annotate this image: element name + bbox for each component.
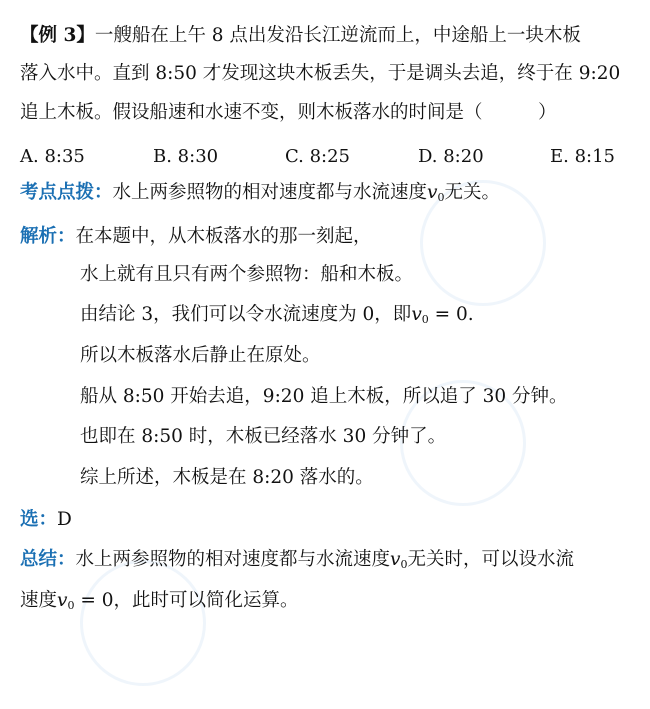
problem-label: 【例 3】 [20, 25, 95, 46]
summary-text-2b: = 0，此时可以简化运算。 [74, 590, 299, 611]
summary-text-2a: 速度 [20, 590, 58, 611]
summary-line-2 [20, 589, 299, 618]
summary-text-1a: 水上两参照物的相对速度都与水流速度 [75, 549, 391, 570]
answer-label: 选： [20, 509, 58, 530]
analysis-text-3b: = 0. [428, 304, 474, 325]
summary-line-1 [20, 548, 574, 577]
analysis-line-1 [20, 225, 372, 249]
key-point-sub: 0 [437, 191, 445, 204]
key-point-line [20, 181, 500, 210]
summary-var-1: v [390, 549, 401, 570]
analysis-line-4: 所以木板落水后静止在原处。 [80, 345, 321, 366]
analysis-line-2: 水上就有且只有两个参照物：船和木板。 [80, 264, 414, 285]
choice-b: B. 8:30 [153, 146, 219, 167]
choice-e: E. 8:15 [550, 146, 616, 167]
choice-d: D. 8:20 [418, 146, 484, 167]
analysis-line-3 [80, 303, 474, 332]
analysis-text-3a: 由结论 3，我们可以令水流速度为 0，即 [80, 304, 412, 325]
analysis-label: 解析： [20, 226, 76, 247]
key-point-var: v [427, 182, 438, 203]
analysis-line-5: 船从 8:50 开始去追，9:20 追上木板，所以追了 30 分钟。 [80, 386, 568, 407]
summary-sub-1: 0 [400, 558, 408, 571]
analysis-text-1: 在本题中，从木板落水的那一刻起， [75, 226, 372, 247]
summary-text-1b: 无关时，可以设水流 [407, 549, 574, 570]
problem-line-1 [20, 24, 581, 48]
summary-sub-2: 0 [67, 599, 75, 612]
answer-line [20, 508, 72, 532]
summary-label: 总结： [20, 549, 76, 570]
key-point-label: 考点点拨： [20, 182, 113, 203]
analysis-var: v [411, 304, 422, 325]
problem-line-3: 追上木板。假设船速和水速不变，则木板落水的时间是（ ） [20, 102, 557, 123]
analysis-line-6: 也即在 8:50 时，木板已经落水 30 分钟了。 [80, 426, 447, 447]
choice-a: A. 8:35 [20, 146, 85, 167]
key-point-text-b: 无关。 [444, 182, 500, 203]
analysis-line-7: 综上所述，木板是在 8:20 落水的。 [80, 467, 374, 488]
summary-var-2: v [57, 590, 68, 611]
problem-text-1: 一艘船在上午 8 点出发沿长江逆流而上，中途船上一块木板 [94, 25, 581, 46]
choice-c: C. 8:25 [285, 146, 350, 167]
answer-value: D [57, 509, 72, 530]
problem-line-2: 落入水中。直到 8:50 才发现这块木板丢失，于是调头去追，终于在 9:20 [20, 63, 621, 84]
analysis-sub: 0 [421, 313, 429, 326]
choices-row [20, 146, 630, 170]
key-point-text-a: 水上两参照物的相对速度都与水流速度 [112, 182, 428, 203]
